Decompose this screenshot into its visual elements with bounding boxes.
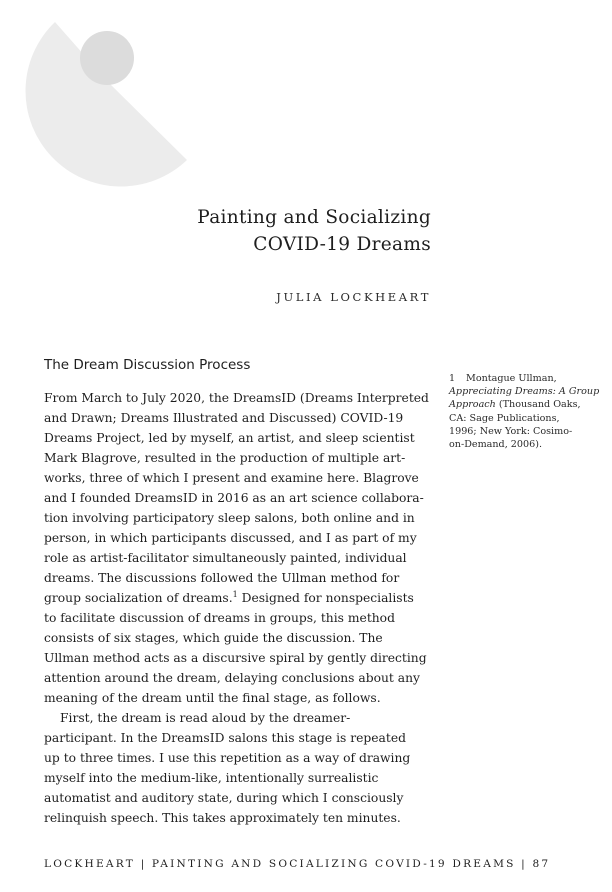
- body-line: to facilitate discussion of dreams in groups, this method: [44, 611, 395, 625]
- footnote-line: CA: Sage Publications,: [449, 412, 560, 424]
- body-line: attention around the dream, delaying conclusions about any: [44, 671, 420, 685]
- body-text: [44, 388, 436, 828]
- footnote-book-title: Approach: [449, 399, 496, 411]
- footnote-number: 1: [449, 373, 456, 384]
- footnote-line: [449, 372, 599, 385]
- body-line: Ullman method acts as a discursive spiral by gently directing: [44, 651, 427, 665]
- body-line: dreams. The discussions followed the Ullman method for: [44, 571, 400, 585]
- body-line: From March to July 2020, the DreamsID (Dreams Interpreted: [44, 391, 429, 405]
- body-line: relinquish speech. This takes approximately ten minutes.: [44, 811, 401, 825]
- body-line-part: group socialization of dreams.: [44, 591, 233, 605]
- body-line: Mark Blagrove, resulted in the production of multiple art-: [44, 451, 406, 465]
- footnote-author: Montague Ullman,: [466, 373, 557, 384]
- footnote-line: [449, 398, 599, 411]
- body-line-with-footnote: [44, 588, 436, 608]
- footnote-reference[interactable]: 1: [232, 589, 238, 599]
- body-line: participant. In the DreamsID salons this stage is repeated: [44, 731, 406, 745]
- footnote-line: on-Demand, 2006).: [449, 439, 543, 451]
- body-line: person, in which participants discussed, and I as part of my: [44, 531, 417, 545]
- body-line-indented: First, the dream is read aloud by the dreamer-: [60, 711, 351, 725]
- running-footer: LOCKHEART | PAINTING AND SOCIALIZING COVID-19 DREAMS | 87: [44, 858, 551, 870]
- footnote-line: 1996; New York: Cosimo-: [449, 425, 573, 437]
- disc-shape: [80, 31, 134, 85]
- footnote-line: [449, 385, 599, 398]
- body-line: myself into the medium-like, intentionally surrealistic: [44, 771, 379, 785]
- body-line: up to three times. I use this repetition as a way of drawing: [44, 751, 411, 765]
- footnote-book-title: Appreciating Dreams: A Group: [449, 386, 600, 398]
- footnote-text: (Thousand Oaks,: [495, 399, 581, 411]
- body-line: meaning of the dream until the final stage, as follows.: [44, 691, 381, 705]
- body-line: automatist and auditory state, during which I consciously: [44, 791, 404, 805]
- body-line: tion involving participatory sleep salons, both online and in: [44, 511, 415, 525]
- body-line: Dreams Project, led by myself, an artist, and sleep scientist: [44, 431, 415, 445]
- body-line: and I founded DreamsID in 2016 as an art science collabora-: [44, 491, 424, 505]
- footnote: [449, 372, 599, 451]
- author-name: JULIA LOCKHEART: [276, 290, 431, 304]
- body-line-part: Designed for nonspecialists: [237, 591, 414, 605]
- body-line: consists of six stages, which guide the discussion. The: [44, 631, 383, 645]
- body-line: role as artist-facilitator simultaneously painted, individual: [44, 551, 407, 565]
- article-title: [197, 204, 431, 258]
- title-line-2: COVID-19 Dreams: [253, 234, 431, 255]
- ring-shape: [26, 22, 187, 186]
- body-line: works, three of which I present and examine here. Blagrove: [44, 471, 419, 485]
- section-heading: The Dream Discussion Process: [44, 357, 251, 373]
- body-line: and Drawn; Dreams Illustrated and Discussed) COVID-19: [44, 411, 404, 425]
- title-line-1: Painting and Socializing: [197, 207, 431, 228]
